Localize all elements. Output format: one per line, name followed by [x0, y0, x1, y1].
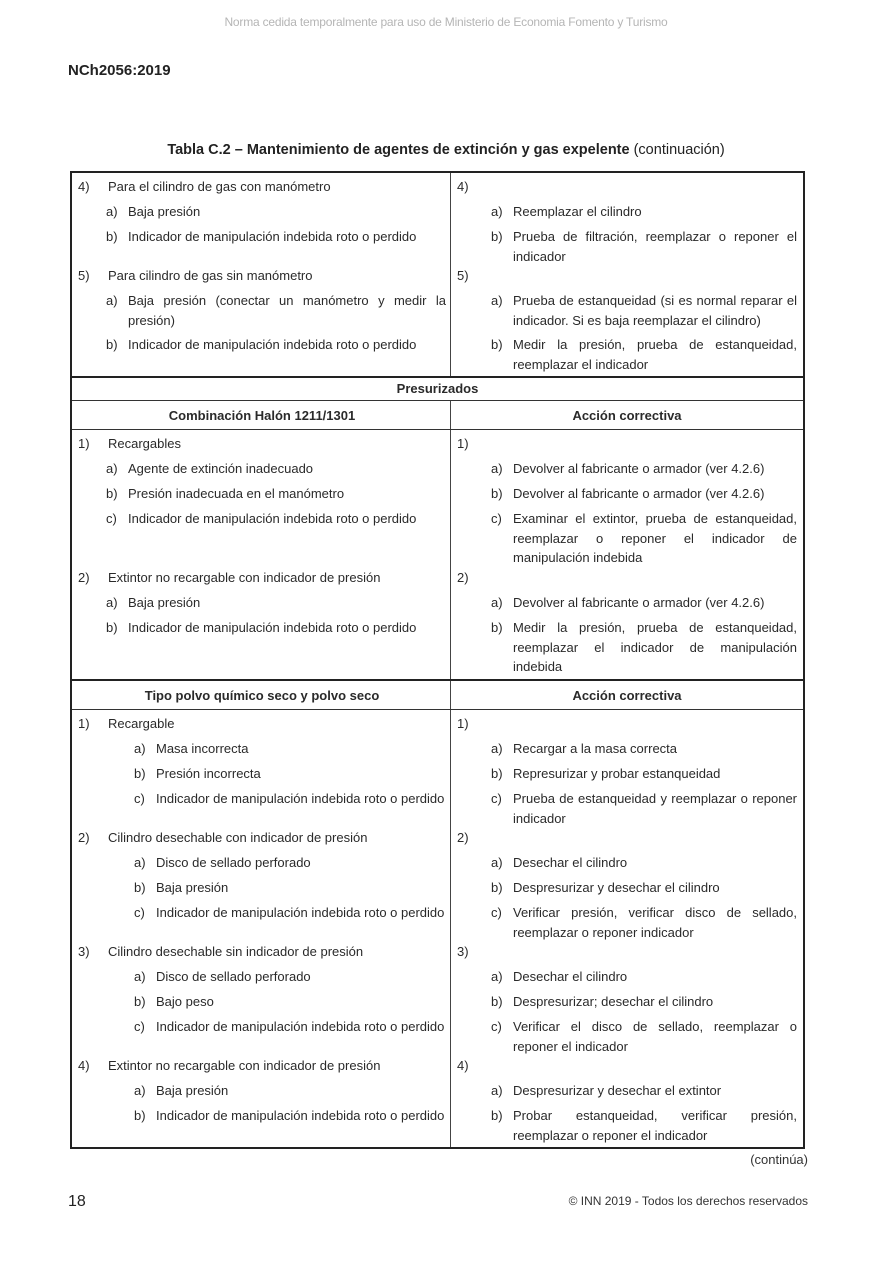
condition-group — [78, 266, 446, 286]
action-text: Medir la presión, prueba de estanqueidad, reemplazar el indicador — [513, 337, 797, 372]
condition-text: Masa incorrecta — [156, 741, 249, 756]
action-text: Devolver al fabricante o armador (ver 4.2.6) — [513, 486, 765, 501]
action-text: Despresurizar y desechar el extintor — [513, 1083, 722, 1098]
group-number: 3) — [78, 944, 90, 959]
group-title: Extintor no recargable con indicador de presión — [108, 1058, 381, 1073]
item-label: a) — [134, 741, 146, 756]
group-number: 5) — [457, 268, 469, 283]
action-text: Devolver al fabricante o armador (ver 4.2.6) — [513, 461, 765, 476]
group-number: 1) — [78, 716, 90, 731]
halon-right-header: Acción correctiva — [572, 408, 682, 423]
condition-item — [134, 853, 446, 873]
item-label: a) — [491, 1083, 503, 1098]
group-number: 4) — [78, 179, 90, 194]
action-item — [491, 992, 797, 1012]
action-group — [457, 1056, 797, 1076]
corrective-action-column — [451, 430, 803, 679]
condition-item — [134, 764, 446, 784]
group-number: 2) — [457, 830, 469, 845]
item-label: b) — [491, 620, 503, 635]
item-label: c) — [491, 791, 502, 806]
action-text: Prueba de filtración, reemplazar o reponer el indicador — [513, 229, 797, 264]
group-title: Para el cilindro de gas con manómetro — [108, 179, 331, 194]
item-label: c) — [491, 511, 502, 526]
section-body-row — [72, 430, 803, 679]
condition-group — [78, 434, 446, 454]
condition-item — [134, 967, 446, 987]
group-number: 4) — [78, 1058, 90, 1073]
item-label: b) — [491, 229, 503, 244]
item-label: b) — [134, 766, 146, 781]
group-title: Para cilindro de gas sin manómetro — [108, 268, 313, 283]
condition-text: Baja presión — [156, 880, 229, 895]
item-label: b) — [134, 1108, 146, 1123]
page-number: 18 — [68, 1193, 86, 1210]
item-label: b) — [491, 880, 503, 895]
action-group — [457, 434, 797, 454]
item-label: a) — [134, 855, 146, 870]
item-label: b) — [491, 1108, 503, 1123]
table-title-main: Tabla C.2 – Mantenimiento de agentes de extinción y gas expelente — [167, 142, 630, 158]
powder-left-header: Tipo polvo químico seco y polvo seco — [72, 681, 451, 709]
action-text: Reemplazar el cilindro — [513, 204, 642, 219]
item-label: c) — [491, 1019, 502, 1034]
item-label: b) — [134, 994, 146, 1009]
item-label: a) — [106, 204, 118, 219]
condition-item — [134, 1081, 446, 1101]
action-group — [457, 714, 797, 734]
action-item — [491, 484, 797, 504]
group-number: 2) — [457, 570, 469, 585]
action-item — [491, 967, 797, 987]
condition-group — [78, 177, 446, 197]
action-item — [491, 618, 797, 677]
condition-text: Baja presión (conectar un manómetro y medir la presión) — [128, 293, 446, 328]
condition-text: Indicador de manipulación indebida roto o perdido — [128, 511, 417, 526]
action-item — [491, 593, 797, 613]
action-text: Despresurizar y desechar el cilindro — [513, 880, 720, 895]
group-number: 3) — [457, 944, 469, 959]
condition-item — [134, 789, 446, 828]
item-label: a) — [491, 293, 503, 308]
group-number: 2) — [78, 830, 90, 845]
section-dry-powder — [72, 709, 803, 1147]
condition-item — [106, 459, 446, 479]
item-label: a) — [491, 595, 503, 610]
action-text: Medir la presión, prueba de estanqueidad, reemplazar el indicador de manipulación indebida — [513, 620, 797, 674]
powder-right-header: Acción correctiva — [572, 688, 682, 703]
corrective-action-column — [451, 173, 803, 376]
section-halon — [72, 429, 803, 679]
item-label: b) — [491, 994, 503, 1009]
action-item — [491, 903, 797, 942]
continues-note: (continúa) — [750, 1152, 808, 1167]
item-label: c) — [106, 511, 117, 526]
corrective-action-column — [451, 710, 803, 1147]
action-text: Desechar el cilindro — [513, 855, 628, 870]
condition-item — [134, 1017, 446, 1056]
group-number: 2) — [78, 570, 90, 585]
action-group — [457, 942, 797, 962]
action-item — [491, 291, 797, 330]
halon-left-header: Combinación Halón 1211/1301 — [72, 401, 451, 429]
action-item — [491, 1081, 797, 1101]
condition-column — [72, 430, 451, 679]
item-label: c) — [134, 905, 145, 920]
action-item — [491, 227, 797, 266]
condition-group — [78, 828, 446, 848]
section-gas-cylinders — [72, 173, 803, 376]
action-item — [491, 335, 797, 374]
item-label: a) — [491, 461, 503, 476]
item-label: c) — [134, 791, 145, 806]
condition-item — [106, 202, 446, 222]
action-item — [491, 459, 797, 479]
group-title: Extintor no recargable con indicador de presión — [108, 570, 381, 585]
item-label: a) — [491, 855, 503, 870]
condition-item — [134, 878, 446, 898]
condition-text: Presión inadecuada en el manómetro — [128, 486, 345, 501]
powder-header-row — [72, 679, 803, 709]
action-text: Prueba de estanqueidad y reemplazar o reponer indicador — [513, 791, 797, 826]
presurizados-label: Presurizados — [396, 381, 479, 396]
condition-text: Bajo peso — [156, 994, 214, 1009]
maintenance-table — [70, 171, 805, 1149]
condition-column — [72, 173, 451, 376]
action-item — [491, 878, 797, 898]
condition-group — [78, 942, 446, 962]
condition-item — [106, 484, 446, 504]
item-label: a) — [106, 461, 118, 476]
item-label: a) — [491, 741, 503, 756]
condition-item — [106, 335, 446, 374]
item-label: b) — [106, 337, 118, 352]
action-text: Represurizar y probar estanqueidad — [513, 766, 721, 781]
section-body-row — [72, 173, 803, 376]
condition-text: Indicador de manipulación indebida roto o perdido — [128, 229, 417, 244]
condition-text: Indicador de manipulación indebida roto o perdido — [156, 1019, 445, 1034]
item-label: b) — [491, 337, 503, 352]
action-group — [457, 266, 797, 286]
presurizados-row — [72, 376, 803, 400]
table-title — [0, 142, 892, 158]
condition-text: Indicador de manipulación indebida roto o perdido — [128, 620, 417, 635]
item-label: b) — [491, 766, 503, 781]
action-group — [457, 568, 797, 588]
item-label: b) — [106, 620, 118, 635]
condition-group — [78, 568, 446, 588]
copyright: © INN 2019 - Todos los derechos reservados — [568, 1194, 808, 1208]
condition-item — [106, 291, 446, 330]
action-item — [491, 764, 797, 784]
action-text: Verificar el disco de sellado, reemplazar o reponer el indicador — [513, 1019, 797, 1054]
action-text: Prueba de estanqueidad (si es normal reparar el indicador. Si es baja reemplazar el cilindro) — [513, 293, 797, 328]
condition-item — [134, 903, 446, 942]
group-number: 4) — [457, 1058, 469, 1073]
action-text: Devolver al fabricante o armador (ver 4.2.6) — [513, 595, 765, 610]
action-text: Desechar el cilindro — [513, 969, 628, 984]
table-title-suffix: (continuación) — [629, 142, 725, 158]
condition-item — [106, 227, 446, 266]
item-label: b) — [106, 229, 118, 244]
condition-item — [134, 739, 446, 759]
condition-group — [78, 1056, 446, 1076]
item-label: a) — [491, 969, 503, 984]
action-text: Despresurizar; desechar el cilindro — [513, 994, 714, 1009]
action-item — [491, 1106, 797, 1145]
group-title: Recargables — [108, 436, 181, 451]
group-number: 1) — [457, 436, 469, 451]
halon-header-row — [72, 400, 803, 429]
condition-item — [106, 618, 446, 677]
watermark: Norma cedida temporalmente para uso de Ministerio de Economia Fomento y Turismo — [224, 15, 668, 29]
item-label: a) — [106, 293, 118, 308]
condition-text: Disco de sellado perforado — [156, 969, 311, 984]
group-number: 4) — [457, 179, 469, 194]
group-number: 1) — [457, 716, 469, 731]
group-number: 1) — [78, 436, 90, 451]
condition-text: Baja presión — [128, 204, 201, 219]
condition-text: Baja presión — [156, 1083, 229, 1098]
action-item — [491, 202, 797, 222]
group-title: Cilindro desechable sin indicador de presión — [108, 944, 364, 959]
group-title: Cilindro desechable con indicador de presión — [108, 830, 368, 845]
condition-text: Agente de extinción inadecuado — [128, 461, 314, 476]
condition-text: Presión incorrecta — [156, 766, 261, 781]
condition-item — [134, 992, 446, 1012]
action-text: Examinar el extintor, prueba de estanqueidad, reemplazar o reponer el indicador de manipulación indebida — [513, 511, 797, 565]
action-group — [457, 828, 797, 848]
action-text: Recargar a la masa correcta — [513, 741, 678, 756]
action-text: Verificar presión, verificar disco de sellado, reemplazar o reponer indicador — [513, 905, 797, 940]
condition-text: Indicador de manipulación indebida roto o perdido — [128, 337, 417, 352]
item-label: b) — [106, 486, 118, 501]
item-label: a) — [134, 969, 146, 984]
action-text: Probar estanqueidad, verificar presión, reemplazar o reponer el indicador — [513, 1108, 797, 1143]
item-label: a) — [134, 1083, 146, 1098]
condition-text: Disco de sellado perforado — [156, 855, 311, 870]
condition-text: Indicador de manipulación indebida roto o perdido — [156, 905, 445, 920]
action-item — [491, 509, 797, 568]
condition-group — [78, 714, 446, 734]
condition-item — [106, 593, 446, 613]
action-item — [491, 1017, 797, 1056]
item-label: b) — [491, 486, 503, 501]
condition-column — [72, 710, 451, 1147]
item-label: b) — [134, 880, 146, 895]
action-group — [457, 177, 797, 197]
condition-text: Indicador de manipulación indebida roto o perdido — [156, 791, 445, 806]
action-item — [491, 789, 797, 828]
condition-item — [134, 1106, 446, 1145]
condition-text: Baja presión — [128, 595, 201, 610]
group-number: 5) — [78, 268, 90, 283]
action-item — [491, 853, 797, 873]
group-title: Recargable — [108, 716, 175, 731]
condition-text: Indicador de manipulación indebida roto o perdido — [156, 1108, 445, 1123]
condition-item — [106, 509, 446, 568]
document-code: NCh2056:2019 — [68, 62, 171, 79]
item-label: c) — [134, 1019, 145, 1034]
item-label: a) — [106, 595, 118, 610]
item-label: c) — [491, 905, 502, 920]
section-body-row — [72, 710, 803, 1147]
action-item — [491, 739, 797, 759]
item-label: a) — [491, 204, 503, 219]
